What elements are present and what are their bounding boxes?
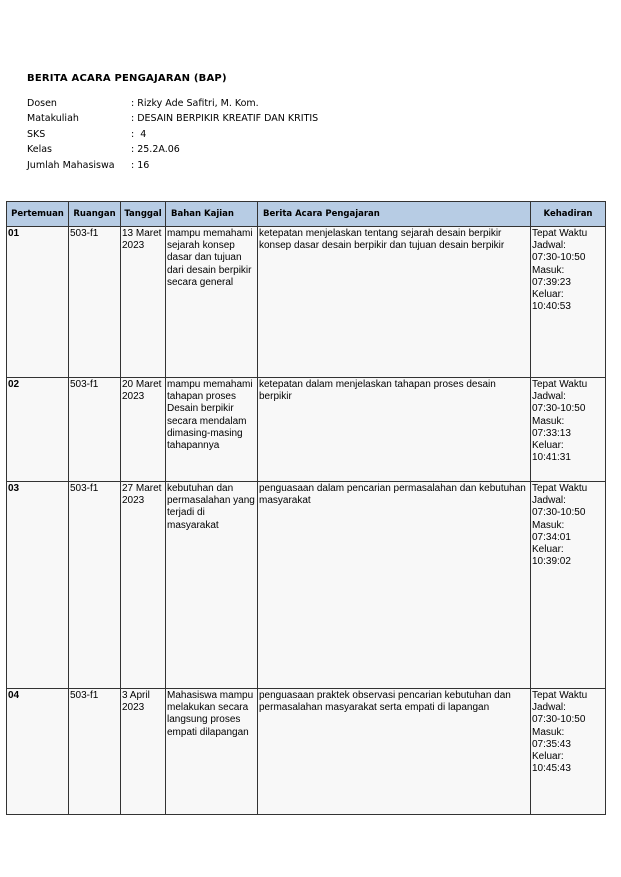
table-row (7, 689, 606, 815)
kehadiran-status: Tepat Waktu (532, 379, 588, 390)
cell-ruangan: 503-f1 (69, 482, 121, 689)
table-header-row (7, 202, 606, 227)
kehadiran-jadwal: 07:30-10:50 (532, 403, 586, 415)
table-row (7, 482, 606, 689)
header-bahan-kajian: Bahan Kajian (166, 202, 258, 227)
meta-info (27, 98, 318, 175)
cell-berita-acara: ketepatan dalam menjelaskan tahapan proses desain berpikir (258, 378, 531, 482)
kehadiran-jadwal-label: Jadwal: (532, 391, 566, 403)
meta-label: Matakuliah (27, 113, 79, 125)
cell-tanggal: 13 Maret 2023 (121, 227, 166, 378)
kehadiran-keluar: 10:41:31 (532, 452, 571, 464)
kehadiran-keluar-label: Keluar: (532, 440, 564, 452)
header-ruangan: Ruangan (69, 202, 121, 227)
kehadiran-keluar-label: Keluar: (532, 751, 564, 763)
kehadiran-jadwal-label: Jadwal: (532, 495, 566, 507)
kehadiran-jadwal-label: Jadwal: (532, 702, 566, 714)
cell-ruangan: 503-f1 (69, 227, 121, 378)
kehadiran-keluar: 10:45:43 (532, 763, 571, 775)
kehadiran-jadwal: 07:30-10:50 (532, 507, 586, 519)
kehadiran-masuk-label: Masuk: (532, 264, 565, 276)
meta-row-dosen (27, 98, 318, 113)
cell-tanggal: 27 Maret 2023 (121, 482, 166, 689)
cell-pertemuan: 04 (7, 689, 69, 815)
kehadiran-status: Tepat Waktu (532, 228, 588, 239)
kehadiran-jadwal-label: Jadwal: (532, 240, 566, 252)
cell-pertemuan: 01 (7, 227, 69, 378)
header-berita-acara: Berita Acara Pengajaran (258, 202, 531, 227)
kehadiran-keluar-label: Keluar: (532, 544, 564, 556)
kehadiran-masuk: 07:39:23 (532, 276, 571, 288)
kehadiran-masuk-label: Masuk: (532, 726, 565, 738)
cell-ruangan: 503-f1 (69, 689, 121, 815)
meta-value: : DESAIN BERPIKIR KREATIF DAN KRITIS (131, 113, 319, 125)
header-pertemuan: Pertemuan (7, 202, 69, 227)
table-row (7, 227, 606, 378)
cell-pertemuan: 03 (7, 482, 69, 689)
kehadiran-keluar-label: Keluar: (532, 289, 564, 301)
cell-bahan-kajian: mampu memahami sejarah konsep dasar dan tujuan dari desain berpikir secara general (166, 227, 258, 378)
cell-bahan-kajian: Mahasiswa mampu melakukan secara langsung proses empati dilapangan (166, 689, 258, 815)
cell-ruangan: 503-f1 (69, 378, 121, 482)
meta-row-sks (27, 129, 318, 144)
cell-tanggal: 20 Maret 2023 (121, 378, 166, 482)
cell-kehadiran (531, 482, 606, 689)
kehadiran-masuk: 07:34:01 (532, 531, 571, 543)
kehadiran-status: Tepat Waktu (532, 483, 588, 494)
header-tanggal: Tanggal (121, 202, 166, 227)
meta-label: Jumlah Mahasiswa (27, 159, 115, 171)
meta-label: Dosen (27, 98, 57, 109)
cell-pertemuan: 02 (7, 378, 69, 482)
kehadiran-keluar: 10:39:02 (532, 556, 571, 568)
meta-row-jumlah-mahasiswa (27, 160, 318, 175)
cell-bahan-kajian: mampu memahami tahapan proses Desain berpikir secara mendalam dimasing-masing tahapannya (166, 378, 258, 482)
cell-bahan-kajian: kebutuhan dan permasalahan yang terjadi di masyarakat (166, 482, 258, 689)
kehadiran-masuk: 07:33:13 (532, 427, 571, 439)
document-title: BERITA ACARA PENGAJARAN (BAP) (27, 73, 227, 84)
table-row (7, 378, 606, 482)
meta-value: : 16 (131, 159, 150, 171)
meta-value: : 25.2A.06 (131, 144, 180, 156)
kehadiran-masuk: 07:35:43 (532, 738, 571, 750)
meta-row-matakuliah (27, 113, 318, 128)
meta-row-kelas (27, 144, 318, 159)
cell-kehadiran (531, 378, 606, 482)
cell-berita-acara: penguasaan dalam pencarian permasalahan dan kebutuhan masyarakat (258, 482, 531, 689)
header-kehadiran: Kehadiran (531, 202, 606, 227)
meta-value: : Rizky Ade Safitri, M. Kom. (131, 98, 259, 109)
kehadiran-keluar: 10:40:53 (532, 301, 571, 313)
kehadiran-jadwal: 07:30-10:50 (532, 714, 586, 726)
kehadiran-masuk-label: Masuk: (532, 415, 565, 427)
kehadiran-status: Tepat Waktu (532, 690, 588, 701)
cell-tanggal: 3 April 2023 (121, 689, 166, 815)
cell-berita-acara: ketepatan menjelaskan tentang sejarah desain berpikir konsep dasar desain berpikir dan tujuan desain berpikir (258, 227, 531, 378)
cell-kehadiran (531, 689, 606, 815)
bap-table (6, 201, 606, 815)
meta-label: Kelas (27, 144, 53, 156)
meta-label: SKS (27, 128, 46, 140)
meta-value: : 4 (131, 128, 147, 140)
cell-berita-acara: penguasaan praktek observasi pencarian kebutuhan dan permasalahan masyarakat serta empati di lapangan (258, 689, 531, 815)
cell-kehadiran (531, 227, 606, 378)
kehadiran-jadwal: 07:30-10:50 (532, 252, 586, 264)
kehadiran-masuk-label: Masuk: (532, 519, 565, 531)
